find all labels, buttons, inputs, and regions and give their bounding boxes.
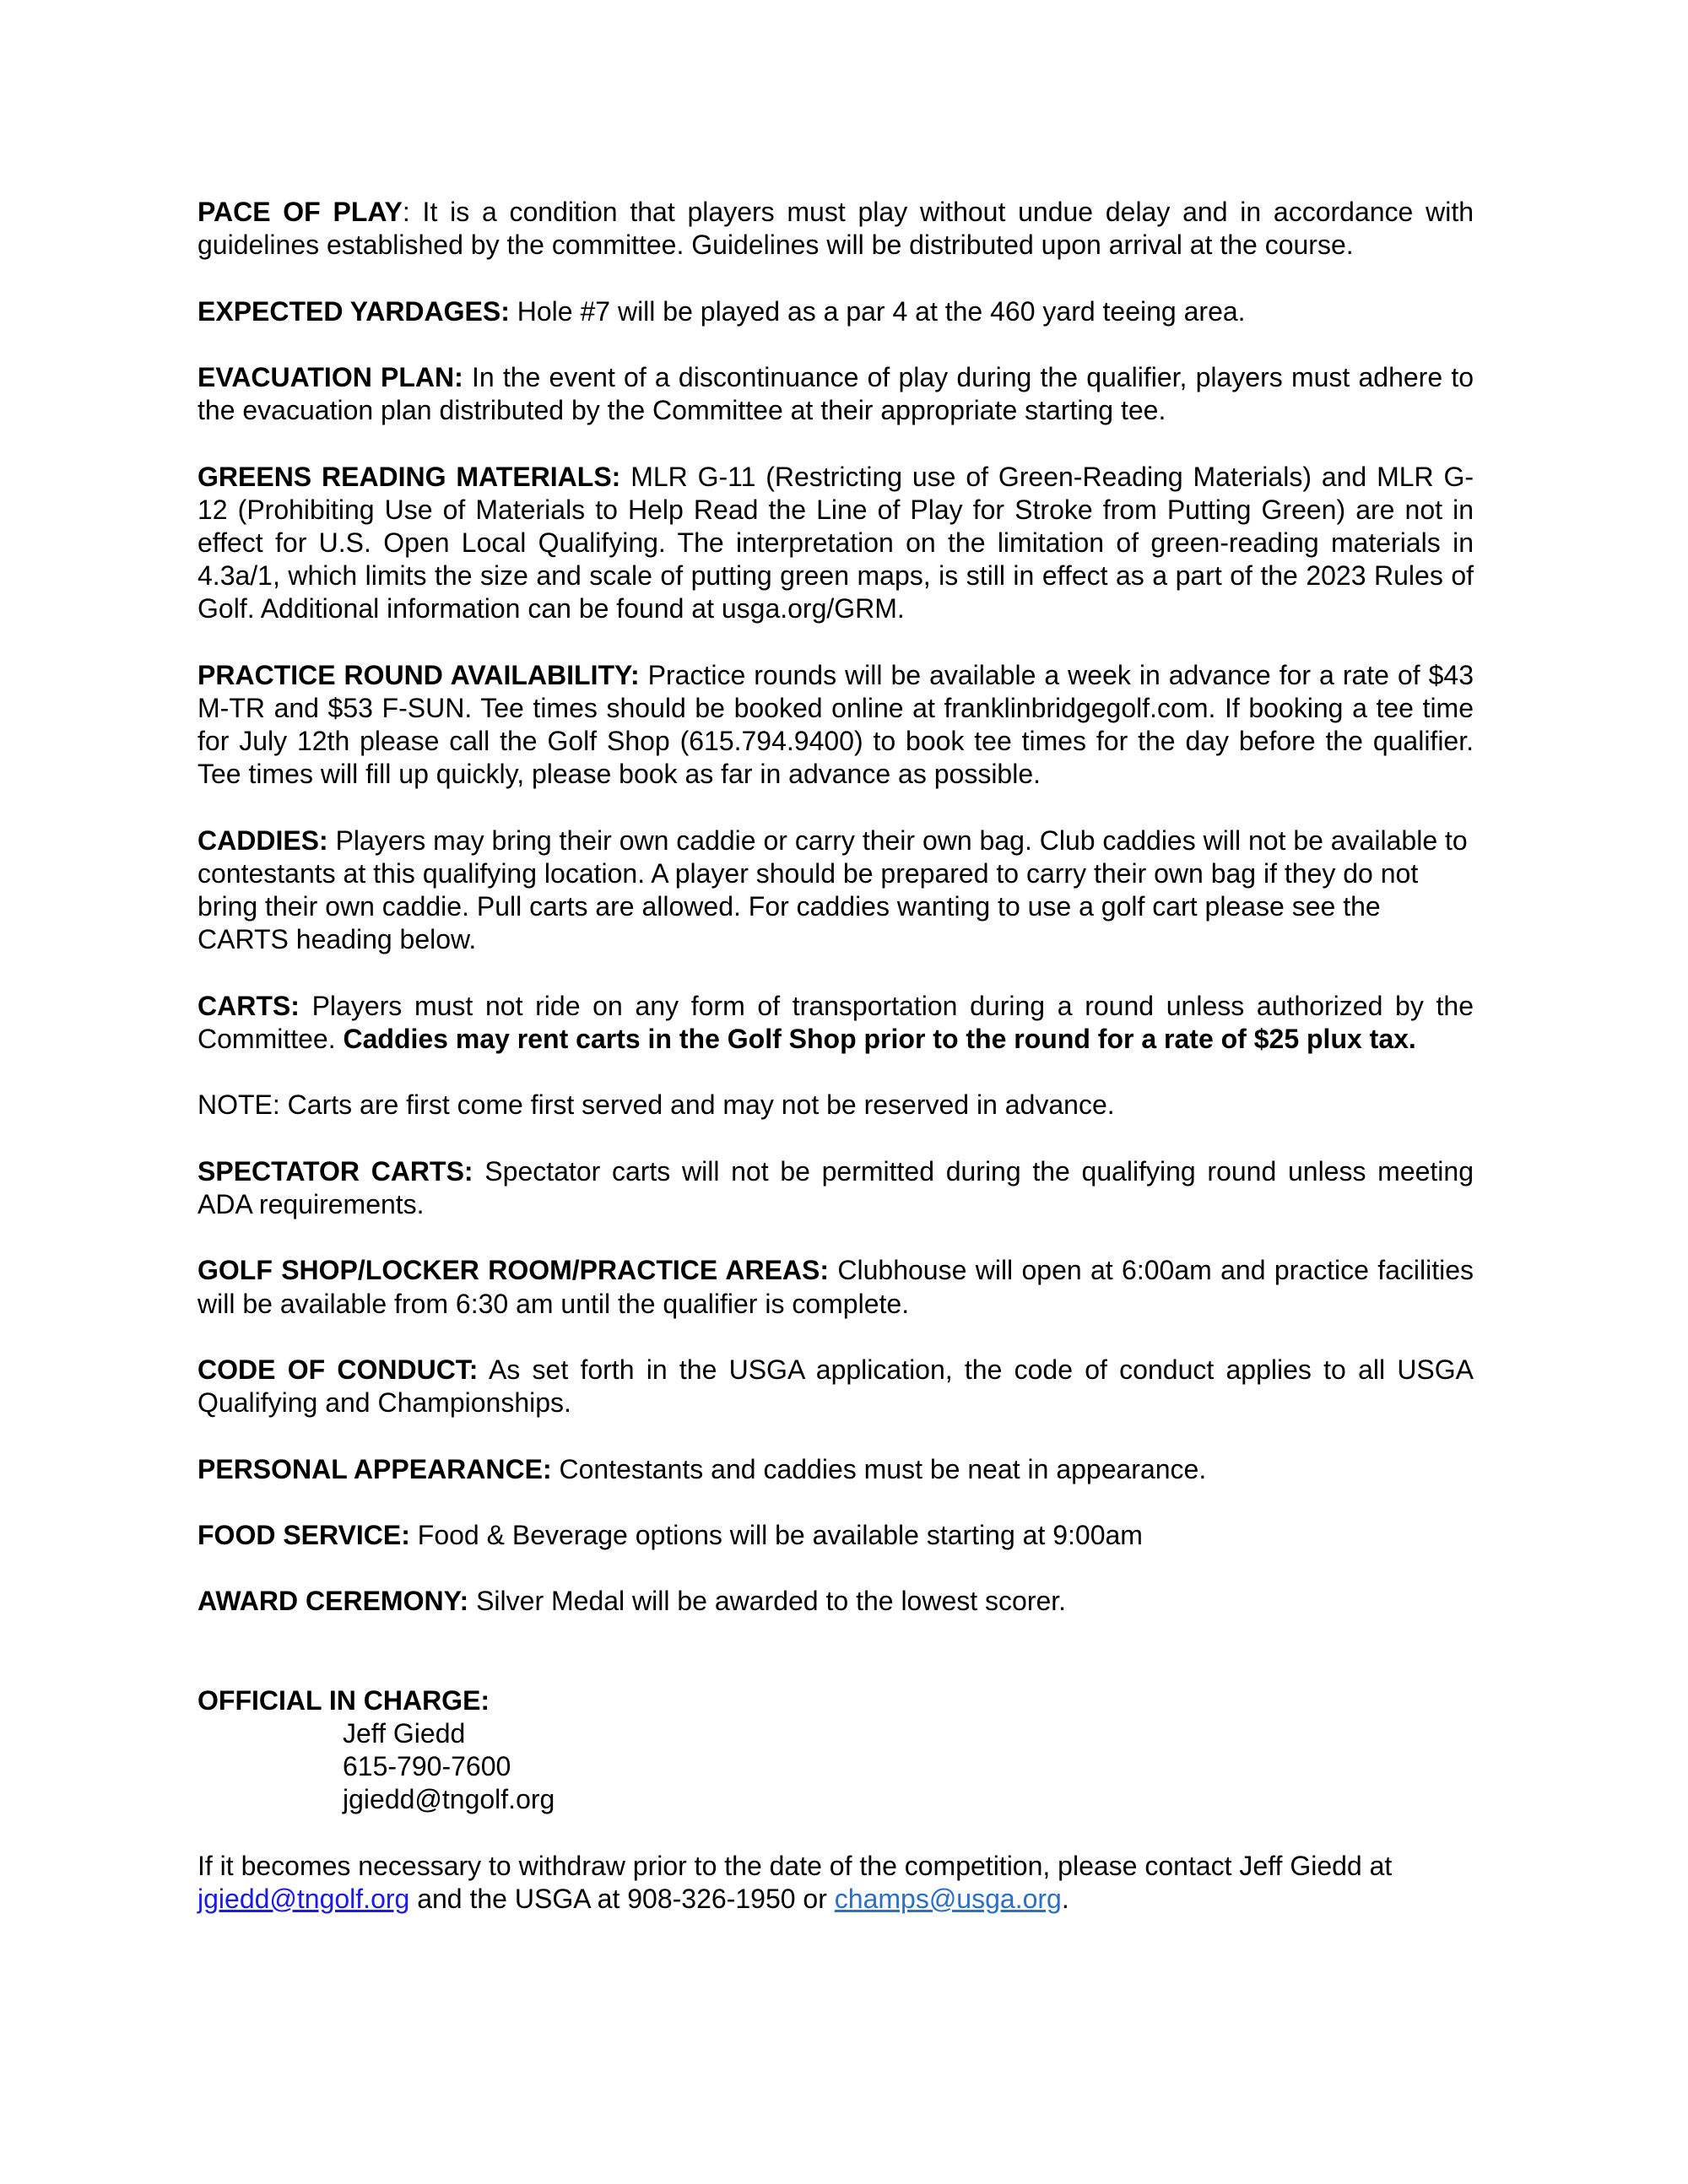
spectator-carts-paragraph — [197, 1155, 1474, 1221]
withdraw-text: If it becomes necessary to withdraw prior to the date of the competition, please contact Jeff Giedd at — [197, 1850, 1393, 1881]
email-link-champs[interactable]: champs@usga.org — [834, 1883, 1062, 1914]
section-bold-text: Caddies may rent carts in the Golf Shop prior to the round for a rate of $25 plux tax. — [343, 1023, 1416, 1054]
greens-reading-paragraph — [197, 461, 1474, 626]
section-text: Silver Medal will be awarded to the lowest scorer. — [476, 1586, 1067, 1617]
section-text: It is a condition that players must play without undue delay and in accordance with guidelines established by the committee. Guidelines will be distributed upon arrival at the course. — [197, 197, 1474, 261]
section-text: Players must not ride on any form of transportation during a round unless authorized by the Committee. — [197, 990, 1474, 1054]
section-text: MLR G-11 (Restricting use of Green-Reading Materials) and MLR G-12 (Prohibiting Use of Materials to Help Read the Line of Play for Stroke from Putting Green) are not in effect for U.S. Open Local Qualifying. The interpretation on the limitation of green-reading materials in 4.3a/1, which limits the size and scale of putting green maps, is still in effect as a part of the 2023 Rules of Golf. Additional information can be found at usga.org/GRM. — [197, 461, 1474, 624]
section-heading: CODE OF CONDUCT: — [197, 1354, 479, 1385]
section-text: Spectator carts will not be permitted during the qualifying round unless meeting ADA requirements. — [197, 1155, 1474, 1219]
section-text: As set forth in the USGA application, the code of conduct applies to all USGA Qualifying and Championships. — [197, 1354, 1474, 1419]
award-ceremony-paragraph — [197, 1585, 1474, 1618]
section-heading: GOLF SHOP/LOCKER ROOM/PRACTICE AREAS: — [197, 1255, 830, 1286]
section-text: Players may bring their own caddie or carry their own bag. Club caddies will not be available to contestants at this qualifying location. A player should be prepared to carry their own bag if they do not bring their own caddie. Pull carts are allowed. For caddies wanting to use a golf cart please see the CARTS heading below. — [197, 824, 1468, 955]
document-page — [197, 196, 1474, 1949]
section-heading: SPECTATOR CARTS: — [197, 1155, 473, 1187]
section-heading: AWARD CEREMONY: — [197, 1586, 469, 1617]
expected-yardages-paragraph — [197, 295, 1474, 328]
code-of-conduct-paragraph — [197, 1354, 1474, 1419]
section-heading: GREENS READING MATERIALS: — [197, 461, 621, 492]
section-heading: PACE OF PLAY — [197, 197, 403, 227]
section-text: In the event of a discontinuance of play during the qualifier, players must adhere to the evacuation plan distributed by the Committee at their appropriate starting tee. — [197, 361, 1474, 426]
withdraw-text: and the USGA at 908-326-1950 or — [409, 1883, 835, 1914]
section-text: NOTE: Carts are first come first served and may not be reserved in advance. — [197, 1089, 1115, 1121]
section-text: Contestants and caddies must be neat in appearance. — [559, 1453, 1207, 1484]
caddies-paragraph — [197, 824, 1474, 957]
section-heading: CADDIES: — [197, 824, 328, 856]
evacuation-plan-paragraph — [197, 361, 1474, 427]
official-email: jgiedd@tngolf.org — [343, 1784, 555, 1815]
section-heading: PRACTICE ROUND AVAILABILITY: — [197, 659, 640, 690]
personal-appearance-paragraph — [197, 1453, 1474, 1486]
golf-shop-paragraph — [197, 1254, 1474, 1320]
section-heading: CARTS: — [197, 990, 300, 1021]
practice-round-paragraph — [197, 659, 1474, 792]
section-text: Clubhouse will open at 6:00am and practice facilities will be available from 6:30 am until the qualifier is complete. — [197, 1255, 1474, 1319]
carts-paragraph — [197, 990, 1474, 1056]
section-heading: FOOD SERVICE: — [197, 1519, 410, 1550]
section-text: Practice rounds will be available a week in advance for a rate of $43 M-TR and $53 F-SUN. Tee times should be booked online at franklinbridgegolf.com. If booking a tee time for July 12th please call the Golf Shop (615.794.9400) to book tee times for the day before the qualifier. Tee times will fill up quickly, please book as far in advance as possible. — [197, 659, 1474, 790]
carts-note-paragraph — [197, 1089, 1474, 1122]
food-service-paragraph — [197, 1519, 1474, 1552]
section-text: Hole #7 will be played as a par 4 at the 460 yard teeing area. — [517, 295, 1246, 327]
official-phone: 615-790-7600 — [343, 1750, 511, 1781]
withdraw-paragraph: If it becomes necessary to withdraw prior to the date of the competition, please contact Jeff Giedd at jgiedd@tngolf.org and the USGA at 908-326-1950 or champs@usga.org. — [197, 1850, 1393, 1914]
section-heading: PERSONAL APPEARANCE: — [197, 1453, 552, 1484]
official-in-charge — [197, 1684, 1474, 1817]
section-text: Food & Beverage options will be available starting at 9:00am — [417, 1519, 1143, 1550]
official-heading: OFFICIAL IN CHARGE: — [197, 1684, 490, 1716]
official-name: Jeff Giedd — [343, 1717, 466, 1749]
section-heading: EXPECTED YARDAGES: — [197, 295, 510, 327]
pace-of-play-paragraph: PACE OF PLAY: It is a condition that players must play without undue delay and in accordance with guidelines established by the committee. Guidelines will be distributed upon arrival at the course. — [197, 197, 1474, 261]
email-link-jgiedd[interactable]: jgiedd@tngolf.org — [197, 1883, 410, 1914]
section-heading: EVACUATION PLAN: — [197, 361, 463, 392]
